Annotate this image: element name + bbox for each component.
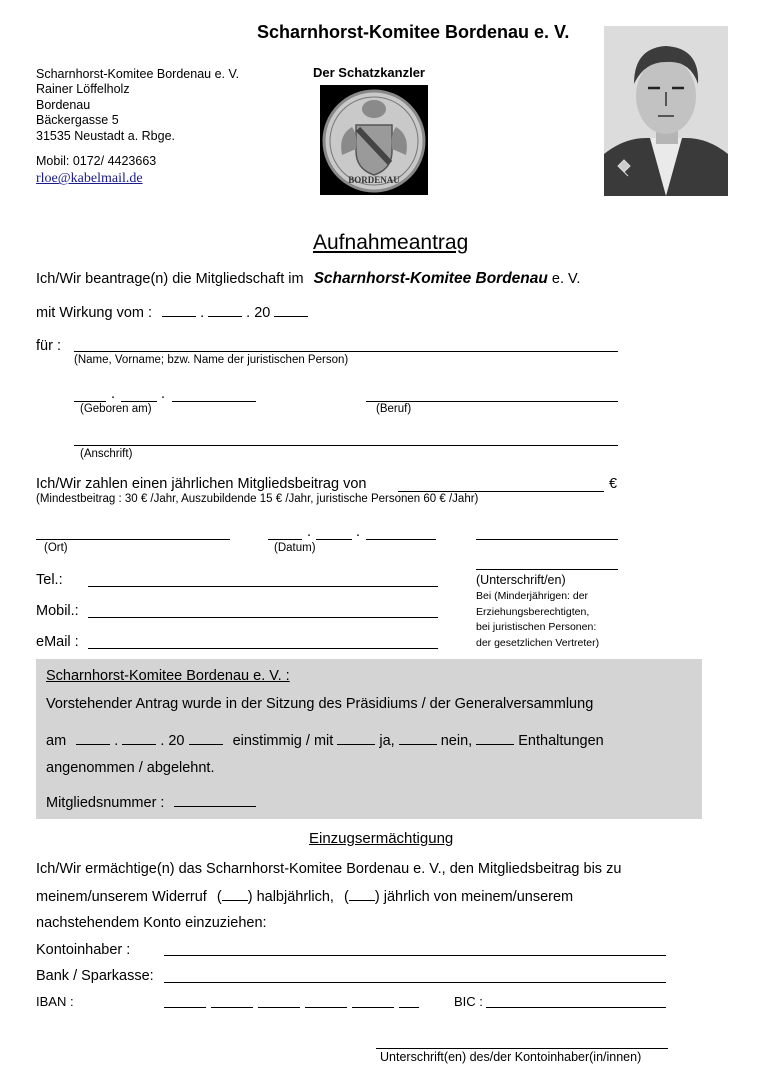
fee-amount-field[interactable] [398, 491, 604, 492]
organization-title: Scharnhorst-Komitee Bordenau e. V. [257, 22, 570, 42]
address-hint: (Anschrift) [80, 448, 133, 460]
fee-currency: € [609, 476, 618, 492]
yes-label: ja, [379, 733, 395, 749]
application-heading: Aufnahmeantrag [313, 231, 469, 254]
decision-year-field[interactable] [189, 732, 223, 745]
tel-field[interactable] [88, 586, 438, 587]
paren: ) [374, 889, 380, 905]
signature-line-2[interactable] [476, 569, 618, 570]
tel-label: Tel.: [36, 572, 63, 588]
signature-hint: (Unterschrift/en) [476, 573, 566, 587]
mobil-field[interactable] [88, 617, 438, 618]
email-label: eMail : [36, 634, 79, 650]
sign-year-field[interactable] [366, 539, 436, 540]
scharnhorst-portrait-image [604, 26, 728, 196]
effective-day-field[interactable] [162, 304, 196, 317]
debit-line-3: nachstehendem Konto einzuziehen: [36, 915, 267, 931]
fee-label: Ich/Wir zahlen einen jährlichen Mitgliedsbeitrag von [36, 476, 367, 492]
minor-note-line: bei juristischen Personen: [476, 621, 597, 633]
effective-month-field[interactable] [208, 304, 242, 317]
year-prefix: . 20 [246, 305, 271, 321]
birth-day-field[interactable] [74, 401, 106, 402]
minor-note-line: Erziehungsberechtigten, [476, 605, 590, 618]
minor-note-line: der gesetzlichen Vertreter) [476, 636, 600, 649]
member-number-row [46, 794, 256, 811]
birth-month-field[interactable] [121, 401, 157, 402]
name-field[interactable] [74, 351, 618, 352]
fuer-label: für : [36, 338, 61, 354]
fee-row [36, 476, 366, 492]
effective-year-field[interactable] [274, 304, 308, 317]
address-line: Bordenau [36, 97, 91, 112]
intro-org: Scharnhorst-Komitee Bordenau [313, 270, 548, 287]
iban-field-3[interactable] [258, 1007, 300, 1008]
sign-day-field[interactable] [268, 539, 302, 540]
treasurer-label: Der Schatzkanzler [313, 65, 425, 80]
address-line: 31535 Neustadt a. Rbge. [36, 128, 175, 143]
fee-hint: (Mindestbeitrag : 30 € /Jahr, Auszubildende 15 € /Jahr, juristische Personen 60 € /Jahr) [36, 493, 479, 505]
member-number-label: Mitgliedsnummer : [46, 795, 165, 811]
paren: ) [247, 889, 253, 905]
effective-label: mit Wirkung vom : [36, 305, 153, 321]
address-line: Scharnhorst-Komitee Bordenau e. V. [36, 67, 240, 81]
mobil-label: Mobil.: [36, 603, 79, 619]
minor-note-line: Bei (Minderjährigen: der [476, 590, 589, 602]
address-field[interactable] [74, 445, 618, 446]
no-label: nein, [440, 733, 473, 749]
yes-count-field[interactable] [337, 732, 375, 745]
year-prefix: . 20 [160, 733, 185, 749]
date-separator: . [161, 386, 166, 402]
am-label: am [46, 733, 67, 749]
holder-field[interactable] [164, 955, 666, 956]
date-separator: . [307, 524, 312, 540]
date-separator: . [200, 305, 205, 321]
bank-field[interactable] [164, 982, 666, 983]
name-hint: (Name, Vorname; bzw. Name der juristischen Person) [74, 354, 349, 366]
date-separator: . [356, 524, 361, 540]
minor-note [476, 589, 599, 651]
paren: ( [216, 889, 222, 905]
account-holder-signature-label: Unterschrift(en) des/der Kontoinhaber(in/innen) [380, 1050, 642, 1064]
birth-year-field[interactable] [172, 401, 256, 402]
date-separator: . [114, 733, 119, 749]
decision-row [46, 732, 604, 749]
half-yearly-label: halbjährlich, [256, 889, 334, 905]
debit-heading: Einzugsermächtigung [309, 830, 454, 847]
email-link[interactable]: rloe@kabelmail.de [36, 171, 143, 187]
iban-field-1[interactable] [164, 1007, 206, 1008]
unanimous-label: einstimmig / mit [232, 733, 334, 749]
signature-line-1[interactable] [476, 539, 618, 540]
decision-month-field[interactable] [122, 732, 156, 745]
iban-field-2[interactable] [211, 1007, 253, 1008]
phone-number: Mobil: 0172/ 4423663 [36, 153, 157, 168]
iban-field-4[interactable] [305, 1007, 347, 1008]
email-field[interactable] [88, 648, 438, 649]
member-number-field[interactable] [174, 794, 256, 807]
abstain-count-field[interactable] [476, 732, 514, 745]
bank-label: Bank / Sparkasse: [36, 968, 154, 984]
account-holder-signature-line[interactable] [376, 1048, 668, 1049]
seal-text: BORDENAU [348, 175, 400, 185]
debit-line-1: Ich/Wir ermächtige(n) das Scharnhorst-Komitee Bordenau e. V., den Mitgliedsbeitrag bis zu [36, 861, 622, 877]
debit-line-2 [36, 888, 573, 905]
no-count-field[interactable] [399, 732, 437, 745]
office-title: Scharnhorst-Komitee Bordenau e. V. : [46, 668, 290, 684]
intro-text: Ich/Wir beantrage(n) die Mitgliedschaft im [36, 271, 304, 287]
place-hint: (Ort) [44, 542, 68, 554]
job-hint: (Beruf) [376, 403, 412, 415]
date-separator: . [111, 386, 116, 402]
sender-address [36, 67, 239, 187]
holder-label: Kontoinhaber : [36, 942, 131, 958]
yearly-label: jährlich von meinem/unserem [383, 889, 574, 905]
yearly-checkbox[interactable] [349, 888, 375, 901]
bic-field[interactable] [486, 1007, 666, 1008]
decision-day-field[interactable] [76, 732, 110, 745]
debit-text: meinem/unserem Widerruf [36, 889, 207, 905]
sign-month-field[interactable] [316, 539, 352, 540]
address-line: Bäckergasse 5 [36, 113, 119, 128]
iban-label: IBAN : [36, 994, 74, 1009]
half-yearly-checkbox[interactable] [222, 888, 248, 901]
membership-intro [36, 270, 580, 288]
address-line: Rainer Löffelholz [36, 82, 130, 97]
bic-label: BIC : [454, 994, 483, 1009]
iban-field-5[interactable] [352, 1007, 394, 1008]
iban-field-6[interactable] [399, 1007, 419, 1008]
effective-date-row [36, 304, 308, 321]
job-field[interactable] [366, 401, 618, 402]
paren: ( [344, 889, 349, 905]
birth-hint: (Geboren am) [80, 403, 152, 415]
abstain-label: Enthaltungen [518, 733, 604, 749]
place-field[interactable] [36, 539, 230, 540]
date-hint: (Datum) [274, 542, 316, 554]
office-line-1: Vorstehender Antrag wurde in der Sitzung des Präsidiums / der Generalversammlung [46, 696, 594, 712]
bordenau-seal-image [320, 85, 428, 195]
intro-suffix: e. V. [551, 271, 581, 287]
office-line-3: angenommen / abgelehnt. [46, 760, 215, 776]
